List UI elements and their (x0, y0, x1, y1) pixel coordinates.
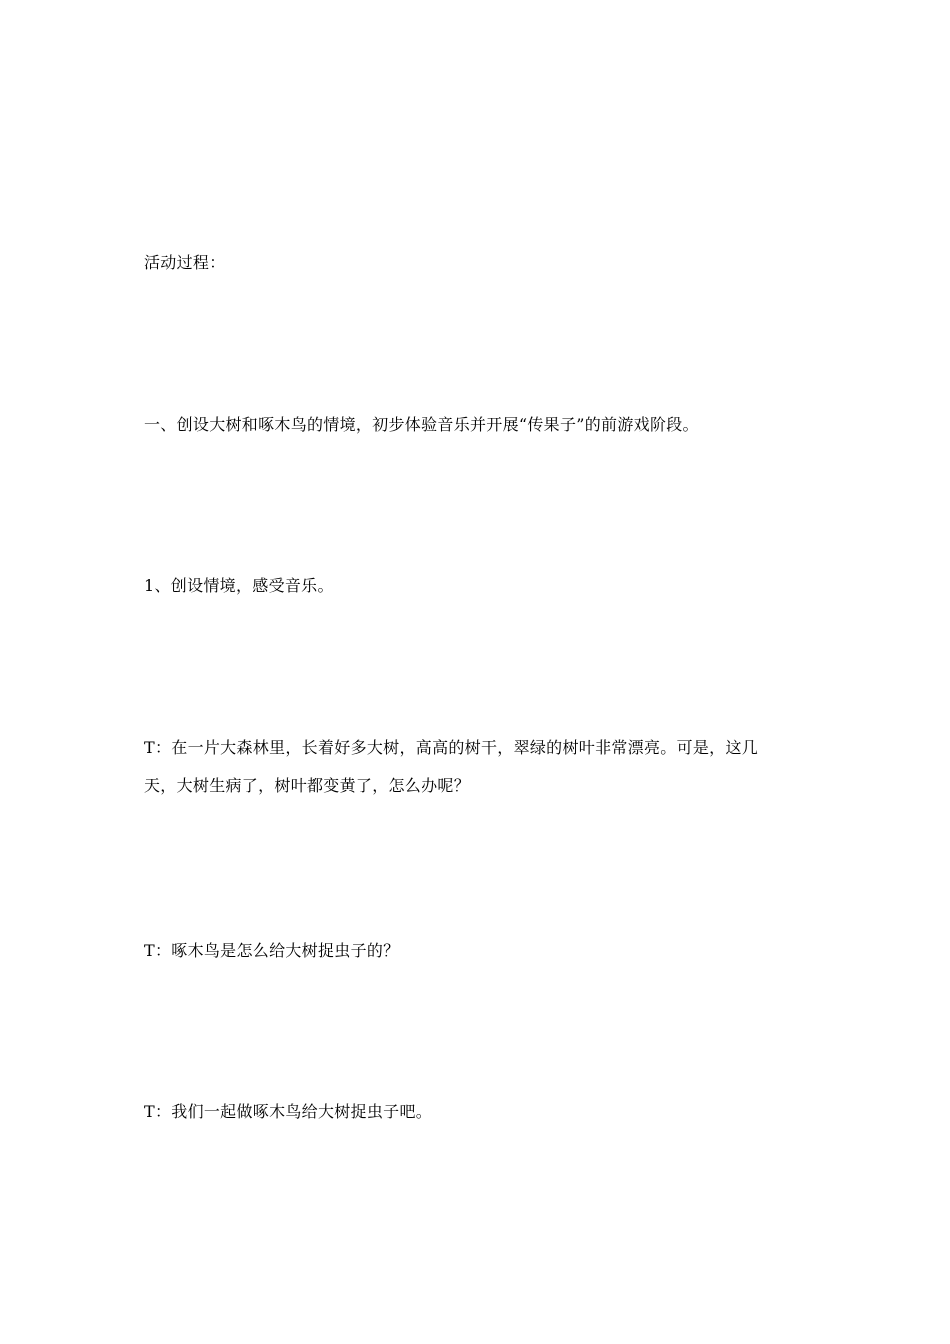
step-one-text: 1、创设情境，感受音乐。 (144, 576, 334, 595)
teacher-paragraph-1-line-2: 天，大树生病了，树叶都变黄了，怎么办呢？ (144, 776, 471, 795)
teacher-paragraph-3 (144, 1093, 814, 1131)
section-one-text: 一、创设大树和啄木鸟的情境，初步体验音乐并开展“传果子”的前游戏阶段。 (144, 415, 699, 434)
section-one-title (144, 406, 814, 444)
teacher-paragraph-1 (144, 729, 814, 805)
teacher-paragraph-2 (144, 932, 814, 970)
teacher-paragraph-3-text: T：我们一起做啄木鸟给大树捉虫子吧。 (144, 1102, 433, 1121)
step-one-title (144, 567, 814, 605)
heading-text: 活动过程： (144, 253, 226, 272)
teacher-paragraph-1-line-1: T：在一片大森林里，长着好多大树，高高的树干，翠绿的树叶非常漂亮。可是，这几 (144, 738, 759, 757)
activity-process-heading (144, 244, 814, 282)
teacher-paragraph-2-text: T：啄木鸟是怎么给大树捉虫子的？ (144, 941, 400, 960)
